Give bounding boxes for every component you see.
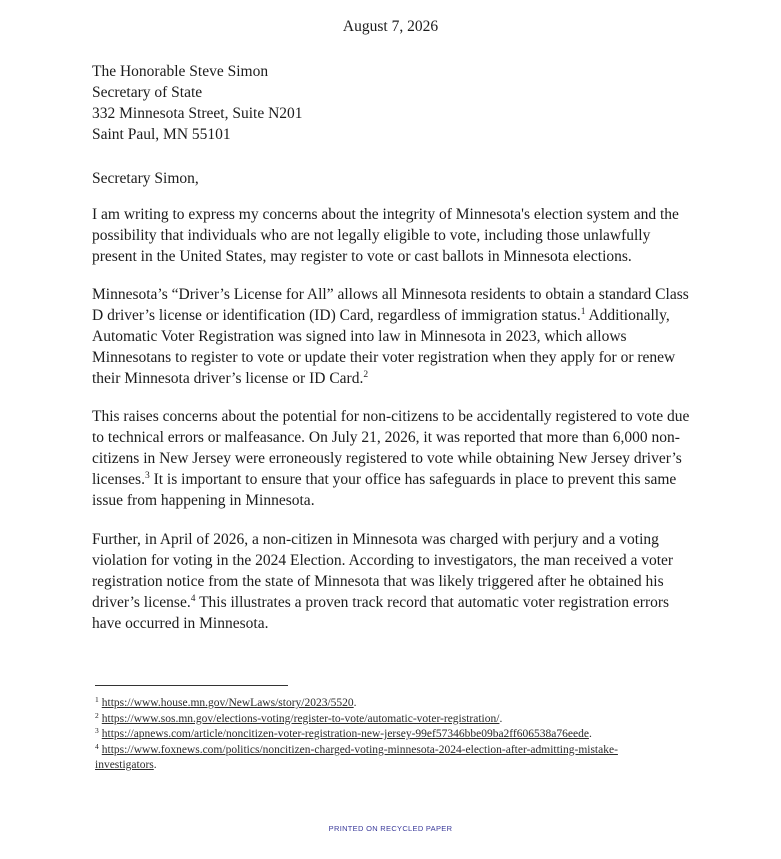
recipient-title: Secretary of State [92, 84, 203, 101]
footnote-number: 2 [95, 710, 99, 720]
footnote-number: 4 [95, 741, 99, 751]
paragraph-line: Minnesota’s “Driver’s License for All” allows all Minnesota residents to obtain a standard Class [92, 286, 689, 303]
line-text: driver’s license. [92, 594, 191, 611]
paragraph-line [92, 305, 722, 326]
line-text: Additionally, [585, 307, 670, 324]
paragraph-4 [92, 529, 722, 634]
footnote-end: . [353, 697, 357, 709]
paragraph-line: violation for voting in the 2024 Election. According to investigators, the man received a voter [92, 552, 674, 569]
recipient-address [92, 61, 303, 145]
paragraph-line [92, 592, 722, 613]
paragraph-line: registration notice from the state of Minnesota that was likely triggered after he obtained his [92, 573, 664, 590]
paragraph-line: possibility that individuals who are not legally eligible to vote, including those unlawfully [92, 227, 651, 244]
line-text: their Minnesota driver’s license or ID Card. [92, 370, 364, 387]
salutation: Secretary Simon, [92, 170, 199, 187]
footnote-1 [95, 696, 735, 712]
paragraph-line: present in the United States, may register to vote or cast ballots in Minnesota elections. [92, 248, 632, 265]
line-text: It is important to ensure that your office has safeguards in place to prevent this same [149, 471, 677, 488]
footnote-2 [95, 712, 735, 728]
paragraph-line: Minnesotans to register to vote or update their voter registration when they apply for or renew [92, 349, 676, 366]
paragraph-line: citizens in New Jersey were erroneously registered to vote while obtaining New Jersey driver’s [92, 450, 682, 467]
recipient-city-state-zip: Saint Paul, MN 55101 [92, 126, 231, 143]
footnote-end: . [153, 759, 157, 771]
line-text: D driver’s license or identification (ID) Card, regardless of immigration status. [92, 307, 581, 324]
paragraph-line: issue from happening in Minnesota. [92, 492, 315, 509]
recipient-name: The Honorable Steve Simon [92, 63, 269, 80]
paragraph-line [92, 368, 722, 389]
footnote-link-2[interactable]: https://www.sos.mn.gov/elections-voting/register-to-vote/automatic-voter-registration/ [101, 712, 500, 725]
paragraph-line: to technical errors or malfeasance. On July 21, 2026, it was reported that more than 6,000 non- [92, 429, 680, 446]
footnotes [95, 696, 735, 774]
paragraph-line: I am writing to express my concerns about the integrity of Minnesota's election system and the [92, 206, 679, 223]
letter-date: August 7, 2026 [342, 18, 439, 35]
footnote-ref-4: 4 [190, 594, 196, 604]
paragraph-line: have occurred in Minnesota. [92, 615, 269, 632]
footnote-end: . [588, 728, 592, 740]
footnote-3 [95, 727, 735, 743]
paragraph-1 [92, 204, 722, 267]
footnote-link-1[interactable]: https://www.house.mn.gov/NewLaws/story/2023/5520 [101, 697, 354, 709]
footnote-ref-3: 3 [144, 471, 150, 481]
footnote-divider [95, 685, 288, 686]
footnote-link-3[interactable]: https://apnews.com/article/noncitizen-voter-registration-new-jersey-99ef57346bbe09ba2ff606538a76eede [101, 728, 589, 740]
footnote-number: 3 [95, 726, 99, 735]
footnote-end: . [499, 712, 503, 725]
paragraph-line: Further, in April of 2026, a non-citizen in Minnesota was charged with perjury and a voting [92, 531, 659, 548]
footnote-number: 1 [95, 695, 99, 704]
footnote-ref-1: 1 [580, 307, 586, 317]
recycled-paper-note: PRINTED ON RECYCLED PAPER [328, 824, 453, 833]
paragraph-line: This raises concerns about the potential for non-citizens to be accidentally registered to vote due [92, 408, 690, 425]
paragraph-line [92, 469, 722, 490]
line-text: This illustrates a proven track record that automatic voter registration errors [195, 594, 670, 611]
footnote-link-4-continued[interactable]: investigators [95, 759, 154, 771]
recipient-street: 332 Minnesota Street, Suite N201 [92, 105, 303, 122]
paragraph-3 [92, 406, 722, 511]
footnote-4-continued [95, 758, 735, 774]
paragraph-2 [92, 284, 722, 389]
footnote-link-4[interactable]: https://www.foxnews.com/politics/noncitizen-charged-voting-minnesota-2024-election-after-admitting-mistake- [101, 743, 618, 756]
footnote-4 [95, 743, 735, 759]
footnote-ref-2: 2 [363, 370, 369, 380]
paragraph-line: Automatic Voter Registration was signed into law in Minnesota in 2023, which allows [92, 328, 627, 345]
line-text: licenses. [92, 471, 145, 488]
